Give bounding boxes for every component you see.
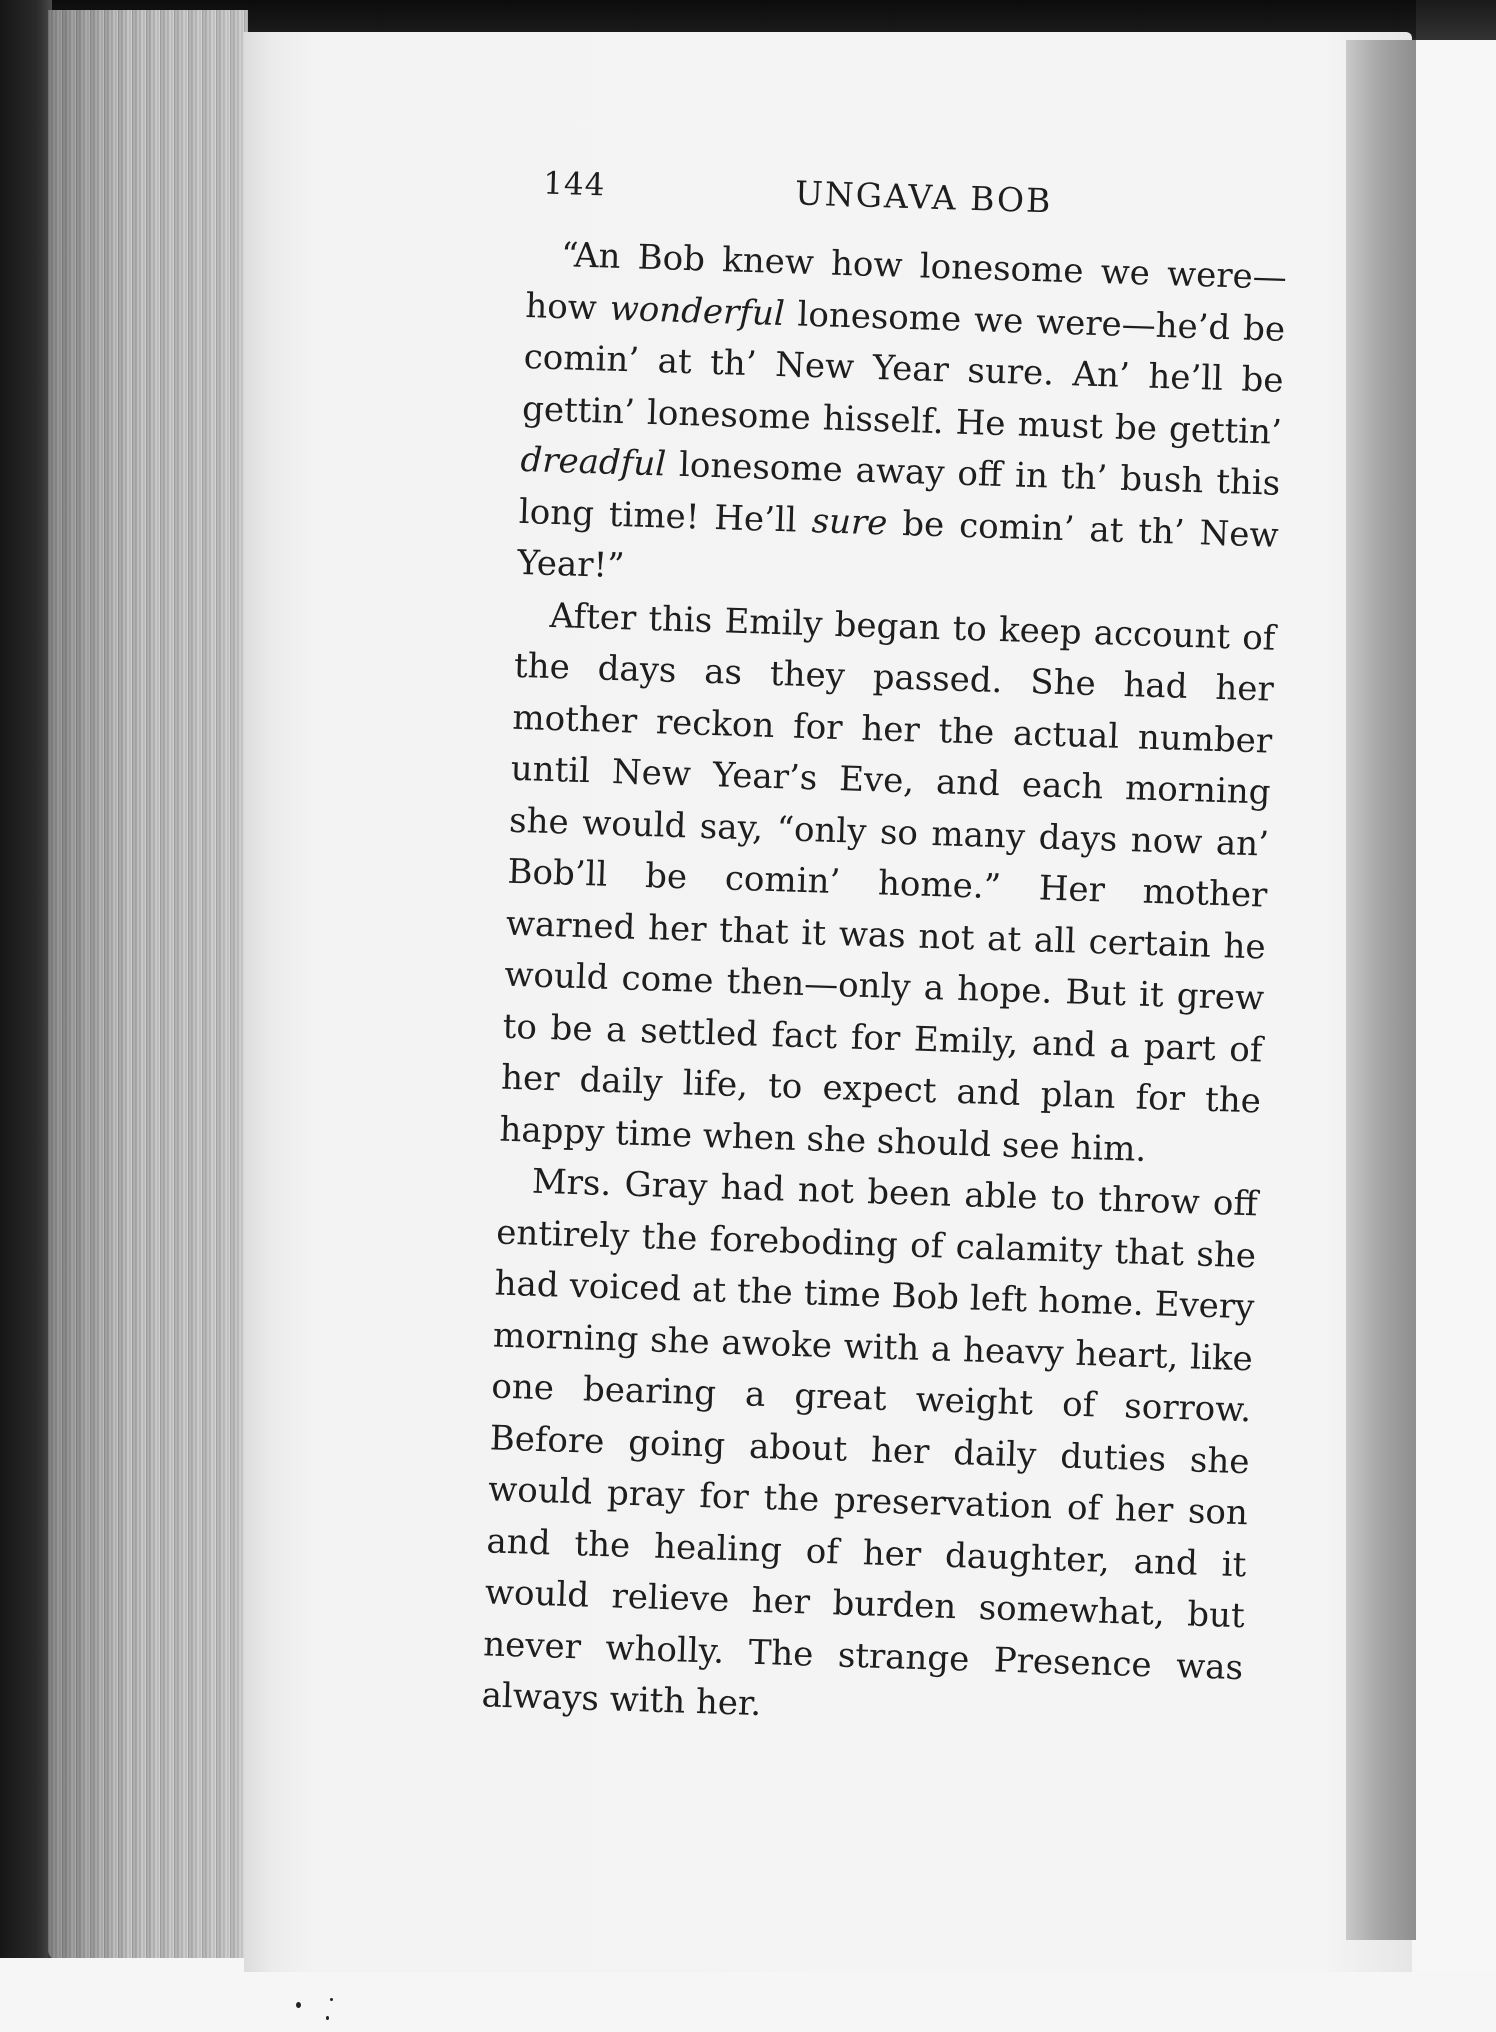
- italic-text: dreadful: [519, 439, 667, 485]
- scan-left-border: [0, 0, 52, 2032]
- page-text-block: [447, 160, 1326, 1747]
- paragraph: [447, 1155, 1258, 1746]
- text-run: lonesome we were—he’d be comin’ at th’ New Year sure. An’ he’ll be gettin’ lonesome hisself. He must be gettin’: [521, 293, 1286, 453]
- page-number: 144: [542, 165, 606, 204]
- text-run: After this Emily began to keep account of the days as they passed. She had her mother reckon for her the actual number until New Year’s Eve, and each morning she would say, “only so many days now an’ Bob’ll be comin’ home.” Her mother warned her that it was not at all certain he would come then—only a hope. But it grew to be a settled fact for Emily, and a part of her daily life, to expect and plan for the happy time when she should see him.: [498, 595, 1276, 1170]
- italic-text: sure: [811, 500, 889, 543]
- italic-text: wonderful: [609, 288, 786, 334]
- text-run: Mrs. Gray had not been able to throw off entirely the foreboding of calamity that she had voiced at the time Bob left home. Every morning she awoke with a heavy heart, like one bearing a great weight of sorrow. Before going about her daily duties she would pray for the preservation of her son and the healing of her daughter, and it would relieve her burden somewhat, but never wholly. The strange Presence was always with her.: [481, 1161, 1259, 1725]
- paragraph: [465, 588, 1276, 1179]
- paragraph: [483, 228, 1288, 613]
- page-gutter-shadow: [1346, 40, 1416, 1940]
- dust-speck: [330, 1998, 333, 2001]
- dust-speck: [296, 2002, 301, 2008]
- running-head: UNGAVA BOB: [794, 173, 1053, 221]
- text-run: be comin’ at th’ New Year!”: [516, 502, 1280, 587]
- text-run: “An Bob knew how lonesome we were—how: [524, 235, 1288, 329]
- dust-speck: [326, 2016, 329, 2020]
- text-run: lonesome away off in th’ bush this long time! He’ll: [518, 444, 1281, 541]
- facing-page-edge: [1412, 40, 1496, 1970]
- page-edges-stack: [48, 10, 248, 1960]
